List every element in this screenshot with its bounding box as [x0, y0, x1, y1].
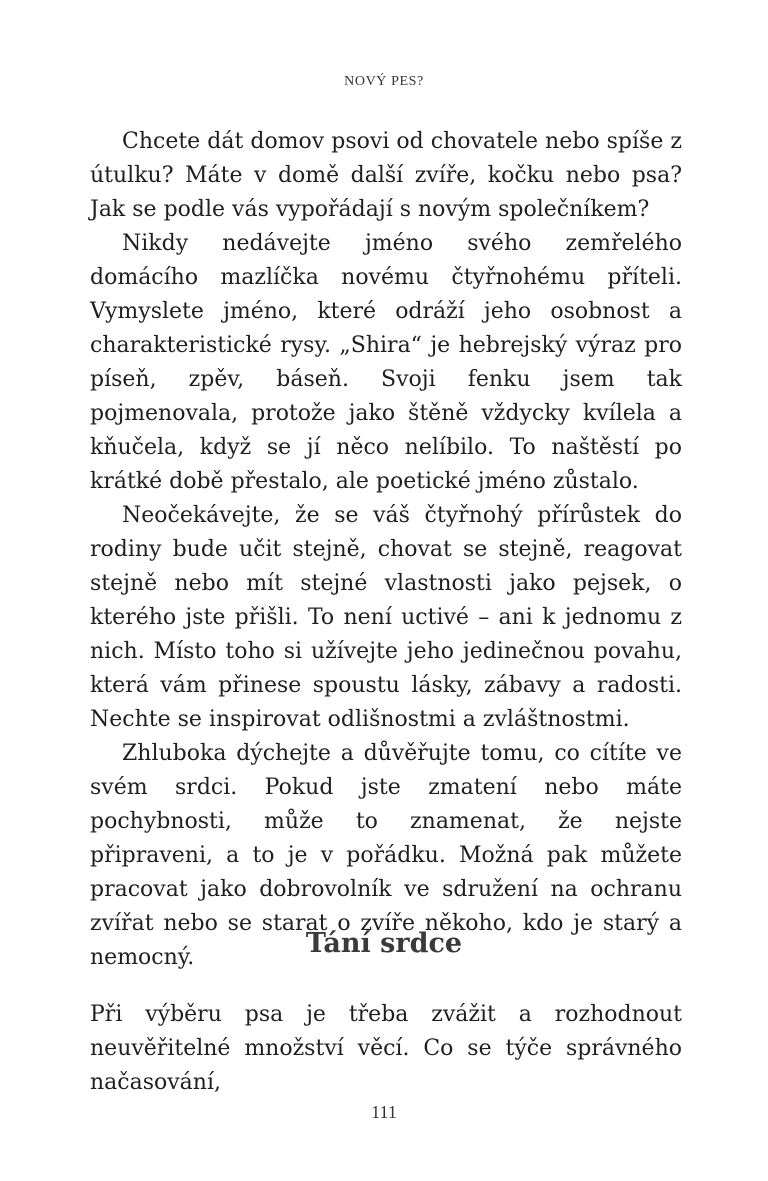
paragraph: Neočekávejte, že se váš čtyřnohý přírůstek do rodiny bude učit stejně, chovat se stejně, reagovat stejně nebo mít stejné vlastnosti jako pejsek, o kterého jste přišli. To není uctivé – ani k jednomu z nich. Místo toho si užívejte jeho jedinečnou povahu, která vám přinese spoustu lásky, zábavy a radosti. Nechte se inspirovat odlišnostmi a zvláštnostmi. [90, 503, 682, 732]
paragraph: Chcete dát domov psovi od chovatele nebo spíše z útulku? Máte v domě další zvíře, kočku nebo psa? Jak se podle vás vypořádají s novým společníkem? [90, 129, 682, 222]
paragraph: Zhluboka dýchejte a důvěřujte tomu, co cítíte ve svém srdci. Pokud jste zmatení nebo máte pochybnosti, může to znamenat, že nejste připraveni, a to je v pořádku. Možná pak můžete pracovat jako dobrovolník ve sdružení na ochranu zvířat nebo se starat o zvíře někoho, kdo je starý a nemocný. [90, 741, 682, 970]
paragraph: Nikdy nedávejte jméno svého zemřelého domácího mazlíčka novému čtyřnohému příteli. Vymyslete jméno, které odráží jeho osobnost a charakteristické rysy. „Shira“ je hebrejský výraz pro píseň, zpěv, báseň. Svoji fenku jsem tak pojmenovala, protože jako štěně vždycky kvílela a kňučela, když se jí něco nelíbilo. To naštěstí po krátké době přestalo, ale poetické jméno zůstalo. [90, 231, 682, 494]
section-body-text [90, 998, 682, 1100]
section-heading: Tání srdce [305, 928, 463, 959]
page-number: 111 [371, 1102, 397, 1122]
body-text [90, 125, 682, 975]
paragraph: Při výběru psa je třeba zvážit a rozhodnout neuvěřitelné množství věcí. Co se týče správného načasování, [90, 1002, 682, 1095]
running-head: NOVÝ PES? [344, 74, 424, 89]
